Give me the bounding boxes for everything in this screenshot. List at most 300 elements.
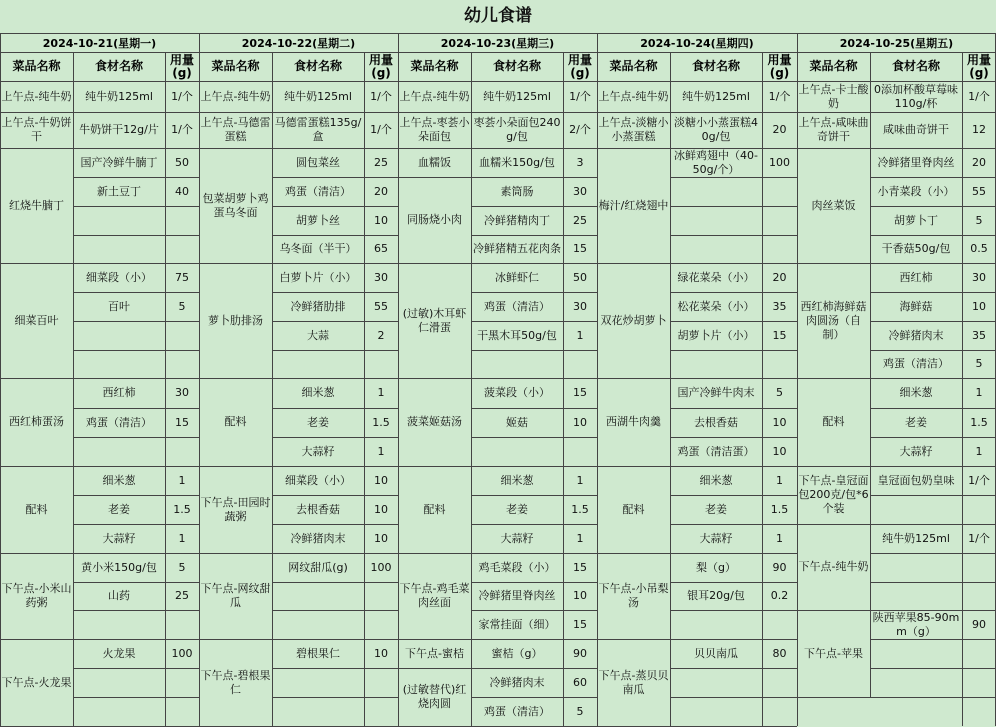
ingredient-name: 大蒜籽 [102,531,136,545]
ingredient-name: 绿花菜朵（小） [677,270,755,284]
grid-line-h [0,81,996,82]
ingredient-name [272,668,364,697]
ingredient-qty [165,235,199,263]
dish-name: (过敏)木耳虾仁滑蛋 [402,306,467,334]
ingredient-name [870,639,962,668]
ingredient-qty: 10 [374,531,388,545]
dish-name: 上午点-纯牛奶 [399,89,470,103]
ingredient-name: 细米葱 [699,473,733,487]
ingredient-column-header: 食材名称 [691,59,740,73]
ingredient-qty [165,697,199,726]
ingredient-name [272,582,364,610]
ingredient-qty: 5 [975,357,983,370]
ingredient-qty: 55 [972,184,986,198]
ingredient-name: 冷鲜猪里脊肉丝 [877,155,955,169]
ingredient-qty: 60 [573,675,587,689]
ingredient-name [73,668,165,697]
ingredient-name: 冰鲜虾仁 [495,270,539,284]
grid-line-v [670,52,671,81]
grid-line-h [471,206,597,207]
ingredient-qty: 1 [576,531,584,545]
ingredient-qty: 30 [374,270,388,284]
ingredient-name: 素筒肠 [500,184,534,198]
grid-line-h [670,350,797,351]
ingredient-qty: 80 [772,646,787,660]
ingredient-qty: 1 [776,531,783,545]
ingredient-name: 家常挂面（细） [478,617,556,631]
grid-line-v [199,33,200,726]
ingredient-qty: 10 [772,415,787,429]
ingredient-qty: 35 [772,299,787,313]
dish-name: 下午点-碧根果仁 [200,668,271,696]
dish-name: 血糯饭 [418,155,451,169]
grid-line-h [0,33,996,34]
ingredient-name: 冷鲜猪肉末 [888,328,944,342]
dish-name: 红烧牛腩丁 [9,198,64,212]
ingredient-name [870,668,962,697]
ingredient-name: 细米葱 [500,473,534,487]
ingredient-name: 纯牛奶125ml [682,89,750,103]
dish-name: 细菜百叶 [14,313,59,327]
ingredient-name: 新土豆丁 [97,184,141,198]
dish-column-header: 菜品名称 [211,59,260,73]
grid-line-h [73,235,199,236]
grid-line-h [471,610,597,611]
ingredient-name: 鸡蛋（清洁） [285,184,351,198]
ingredient-name: 大蒜籽 [500,531,534,545]
ingredient-name: 去根香菇 [694,415,738,429]
ingredient-qty: 25 [175,589,189,602]
ingredient-name: 冷鲜猪肉末 [290,531,346,545]
grid-line-h [870,495,996,496]
ingredient-name [73,321,165,350]
ingredient-qty [762,697,797,726]
ingredient-qty: 1/个 [968,473,990,487]
grid-line-h [471,524,597,525]
dish-name: 上午点-纯牛奶 [200,89,271,103]
dish-name: 下午点-蒸贝贝南瓜 [598,668,669,696]
ingredient-name: 大蒜籽 [699,531,733,545]
ingredient-name: 牛奶饼干12g/片 [79,123,159,136]
ingredient-qty: 10 [374,213,388,227]
ingredient-qty: 15 [175,415,189,429]
page-title: 幼儿食谱 [0,0,996,33]
dish-name: 上午点-纯牛奶 [1,89,72,103]
dish-name: 上午点-咸味曲奇饼干 [798,116,869,143]
ingredient-qty: 1 [576,328,584,342]
grid-line-h [272,697,398,698]
ingredient-qty [962,553,996,582]
grid-line-h [471,697,597,698]
ingredient-name [670,177,762,206]
ingredient-qty: 20 [772,270,787,284]
dish-name: 上午点-枣荟小朵面包 [399,116,470,143]
ingredient-name [272,610,364,639]
ingredient-qty: 2/个 [569,123,591,136]
ingredient-column-header: 食材名称 [94,59,143,73]
ingredient-name [670,235,762,263]
grid-line-v [398,33,399,726]
ingredient-name: 纯牛奶125ml [882,531,950,545]
grid-line-v [597,33,598,726]
ingredient-name: 松花菜朵（小） [677,299,755,313]
ingredient-name [670,350,762,378]
ingredient-qty: 15 [573,386,587,399]
grid-line-h [272,206,398,207]
grid-line-h [670,495,797,496]
dish-column-header: 菜品名称 [410,59,459,73]
ingredient-name [870,582,962,610]
dish-name: 下午点-田园时蔬粥 [200,495,271,523]
grid-line-h [670,321,797,322]
ingredient-name [73,697,165,726]
grid-line-h [797,697,996,698]
ingredient-name: 马德雷蛋糕135g/盒 [274,116,362,143]
dish-name: 配料 [822,415,845,428]
grid-line-h [870,235,996,236]
ingredient-name [870,495,962,524]
grid-line-h [870,206,996,207]
qty-header-line: 用量 [368,52,393,67]
grid-line-h [73,206,199,207]
grid-line-v [272,52,273,81]
dish-name: 西湖牛肉羹 [606,415,661,428]
ingredient-qty: 1/个 [370,123,392,136]
ingredient-name: 胡萝卜丝 [296,213,340,227]
dish-name: (过敏替代)红烧肉圆 [402,683,467,710]
dish-name: 上午点-牛奶饼干 [1,116,72,143]
grid-line-h [73,495,199,496]
ingredient-name: 山药 [108,589,130,602]
grid-line-h [471,582,597,583]
ingredient-qty: 30 [175,386,189,399]
grid-line-h [272,292,398,293]
grid-line-h [272,350,398,351]
ingredient-name: 梨（g） [696,560,736,574]
dish-name: 梅汁/红烧翅中 [598,198,669,212]
ingredient-qty: 1/个 [569,89,591,103]
ingredient-qty: 5 [975,213,983,227]
ingredient-name: 纯牛奶125ml [284,89,352,103]
dish-name: 下午点-鸡毛菜肉丝面 [399,582,470,609]
day-date-header: 2024-10-24(星期四) [640,36,754,50]
grid-line-h [73,350,199,351]
ingredient-qty: 1 [776,473,783,487]
ingredient-qty: 40 [175,184,189,198]
grid-line-h [471,321,597,322]
grid-line-h [870,639,996,640]
grid-line-h [471,437,597,438]
ingredient-column-header: 食材名称 [492,59,541,73]
ingredient-qty: 1 [178,473,186,487]
grid-line-h [272,495,398,496]
ingredient-name: 鸡蛋（清洁） [484,704,550,718]
ingredient-qty: 1 [975,386,983,399]
qty-header-line: (g) [769,65,790,80]
ingredient-name: 火龙果 [102,646,136,660]
ingredient-qty: 90 [972,617,986,631]
ingredient-name: 0添加杯酸草莓味110g/杯 [874,82,958,110]
ingredient-qty: 5 [178,560,186,574]
ingredient-name: 鸡蛋（清洁） [883,357,949,370]
ingredient-qty [762,668,797,697]
ingredient-name: 细米葱 [102,473,136,487]
ingredient-qty [165,437,199,466]
qty-column-header [762,52,797,81]
ingredient-name [670,697,762,726]
qty-header-line: 用量 [169,52,194,67]
ingredient-name: 西红柿 [102,386,136,399]
dish-name: 上午点-马德雷蛋糕 [200,116,271,143]
grid-line-h [870,668,996,669]
ingredient-qty: 0.2 [770,589,789,602]
ingredient-qty: 10 [374,646,388,660]
ingredient-qty: 1/个 [370,89,392,103]
ingredient-name: 国产冷鲜牛腩丁 [80,155,158,169]
ingredient-qty: 1 [377,444,385,458]
grid-line-h [670,292,797,293]
ingredient-qty: 15 [573,242,587,255]
day-date-header: 2024-10-21(星期一) [42,36,157,50]
ingredient-qty: 20 [374,184,388,198]
ingredient-name: 网纹甜瓜(g) [288,560,348,574]
ingredient-qty: 1 [975,444,983,458]
ingredient-qty: 20 [772,123,787,136]
ingredient-name: 冰鲜鸡翅中（40-50g/个） [674,148,758,176]
grid-line-h [471,235,597,236]
qty-column-header [364,52,398,81]
grid-line-h [471,495,597,496]
ingredient-qty [762,206,797,235]
ingredient-qty: 2 [377,328,385,342]
ingredient-qty: 10 [972,299,986,313]
grid-line-h [870,408,996,409]
qty-header-line: 用量 [767,52,792,67]
grid-line-v [563,52,564,726]
grid-line-h [73,697,199,698]
ingredient-name [73,610,165,639]
ingredient-qty: 5 [178,299,186,313]
grid-line-h [272,437,398,438]
dish-column-header: 菜品名称 [12,59,61,73]
dish-name: 上午点-淡糖小小蒸蛋糕 [598,116,669,143]
qty-column-header [165,52,199,81]
grid-line-h [670,408,797,409]
dish-name: 菠菜姬菇汤 [407,415,462,428]
ingredient-qty [364,610,398,639]
ingredient-name: 贝贝南瓜 [694,646,738,660]
grid-line-h [73,668,199,669]
grid-line-h [670,610,797,611]
ingredient-qty: 100 [171,646,193,660]
grid-line-h [870,177,996,178]
ingredient-qty [962,668,996,697]
ingredient-qty [762,610,797,639]
ingredient-qty: 1/个 [968,531,990,545]
ingredient-name: 大蒜 [307,328,329,342]
dish-name: 同肠烧小肉 [407,213,462,226]
grid-line-h [870,437,996,438]
ingredient-qty: 1/个 [171,123,193,136]
dish-name: 下午点-皇冠面包200克/包*6个装 [798,474,869,515]
ingredient-name: 菠菜段（小） [484,386,550,399]
grid-line-h [670,437,797,438]
grid-line-h [272,235,398,236]
ingredient-name: 干香菇50g/包 [881,242,951,255]
ingredient-qty: 10 [374,473,388,487]
ingredient-qty: 30 [573,184,587,198]
dish-name: 下午点-纯牛奶 [798,560,869,573]
ingredient-qty [563,350,597,378]
grid-line-h [870,553,996,554]
grid-line-v [962,52,963,726]
grid-line-h [73,292,199,293]
ingredient-name [670,610,762,639]
ingredient-name: 纯牛奶125ml [483,89,551,103]
ingredient-name: 皇冠面包奶皇味 [877,473,955,487]
grid-line-v [797,33,798,726]
grid-line-h [272,610,398,611]
ingredient-name: 蜜桔（g） [491,646,543,660]
ingredient-qty [364,668,398,697]
ingredient-name: 小青菜段（小） [877,184,955,198]
ingredient-qty: 1.5 [173,502,191,516]
dish-column-header: 菜品名称 [809,59,858,73]
ingredient-qty: 1.5 [372,415,390,429]
ingredient-name: 干黑木耳50g/包 [477,328,557,342]
ingredient-name: 纯牛奶125ml [85,89,153,103]
grid-line-v [165,52,166,726]
ingredient-qty [364,697,398,726]
ingredient-name: 冷鲜猪精肉丁 [484,213,550,227]
ingredient-name: 细米葱 [301,386,335,399]
ingredient-name: 黄小米150g/包 [81,560,157,574]
ingredient-name [471,350,563,378]
ingredient-qty: 10 [573,589,587,602]
ingredient-name: 陕西苹果85-90mm（g） [872,610,960,638]
ingredient-name: 细菜段（小） [285,473,351,487]
ingredient-qty: 20 [972,155,986,169]
ingredient-name: 鸡蛋（清洁） [484,299,550,313]
grid-line-h [670,177,797,178]
ingredient-name: 大蒜籽 [899,444,933,458]
ingredient-name [870,553,962,582]
ingredient-qty: 12 [972,123,986,136]
ingredient-name: 淡糖小小蒸蛋糕40g/包 [674,116,758,143]
dish-name: 包菜胡萝卜鸡蛋乌冬面 [202,191,269,219]
ingredient-name [670,206,762,235]
dish-name: 萝卜肋排汤 [208,313,263,327]
grid-line-h [870,321,996,322]
ingredient-qty [962,495,996,524]
grid-line-h [272,177,398,178]
ingredient-name: 咸味曲奇饼干 [883,123,949,136]
dish-name: 配料 [25,502,48,516]
qty-header-line: (g) [969,65,989,80]
ingredient-name [471,437,563,466]
dish-name: 肉丝菜饭 [811,198,856,212]
dish-name: 下午点-苹果 [804,646,863,660]
grid-line-h [0,52,996,53]
ingredient-qty: 1.5 [571,502,589,516]
grid-line-h [870,292,996,293]
ingredient-qty: 100 [769,155,790,169]
ingredient-name: 去根香菇 [296,502,340,516]
ingredient-qty [165,350,199,378]
ingredient-name [73,206,165,235]
ingredient-qty: 25 [374,155,388,169]
ingredient-qty: 0.5 [970,242,988,255]
ingredient-name: 白萝卜片（小） [279,270,357,284]
ingredient-name [73,437,165,466]
ingredient-name [272,350,364,378]
ingredient-qty [165,206,199,235]
ingredient-name: 老姜 [905,415,927,429]
qty-column-header [563,52,597,81]
ingredient-qty [165,668,199,697]
ingredient-name: 胡萝卜片（小） [677,328,755,342]
ingredient-qty: 30 [573,299,587,313]
dish-name: 下午点-火龙果 [1,675,72,689]
ingredient-qty: 1 [576,473,584,487]
ingredient-name: 冷鲜猪里脊肉丝 [478,589,556,602]
ingredient-qty: 90 [772,560,787,574]
grid-line-v [762,52,763,726]
ingredient-name: 细米葱 [899,386,933,399]
grid-line-h [272,321,398,322]
ingredient-name: 冷鲜猪肋排 [290,299,346,313]
ingredient-qty: 1.5 [970,415,988,429]
ingredient-qty: 25 [573,213,587,227]
ingredient-name: 老姜 [705,502,727,516]
grid-line-v [471,52,472,81]
ingredient-name: 圆包菜丝 [296,155,340,169]
qty-header-line: 用量 [966,52,991,67]
day-date-header: 2024-10-23(星期三) [440,36,555,50]
ingredient-qty: 1/个 [968,89,990,103]
ingredient-qty [962,582,996,610]
grid-line-h [73,524,199,525]
ingredient-qty: 35 [972,328,986,342]
ingredient-qty [762,350,797,378]
grid-line-h [272,408,398,409]
grid-line-h [272,668,398,669]
ingredient-name: 老姜 [506,502,528,516]
grid-line-h [471,292,597,293]
ingredient-name: 老姜 [307,415,329,429]
ingredient-qty: 50 [175,155,189,169]
grid-line-h [73,610,199,611]
ingredient-qty [364,350,398,378]
qty-header-line: 用量 [567,52,592,67]
ingredient-name [73,235,165,263]
ingredient-qty: 1/个 [171,89,193,103]
dish-name: 配料 [423,502,446,516]
grid-line-v [0,33,1,726]
ingredient-qty [563,437,597,466]
ingredient-column-header: 食材名称 [891,59,940,73]
ingredient-qty: 55 [374,299,388,313]
qty-column-header [962,52,996,81]
ingredient-name [272,697,364,726]
grid-line-h [670,206,797,207]
grid-line-h [670,668,797,669]
ingredient-qty: 1 [178,531,186,545]
grid-line-h [272,582,398,583]
grid-line-h [471,408,597,409]
ingredient-qty: 90 [573,646,587,660]
grid-line-h [670,697,797,698]
